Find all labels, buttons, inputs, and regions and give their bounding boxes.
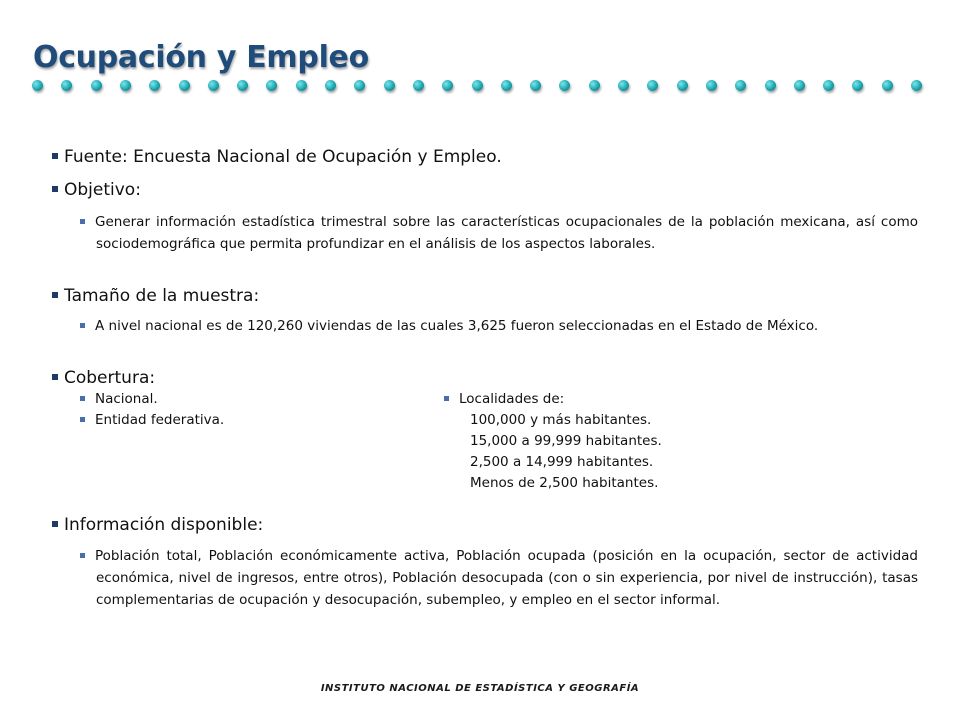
square-bullet-icon xyxy=(52,521,58,527)
list-item: Entidad federativa. xyxy=(80,410,224,431)
divider-dot xyxy=(413,80,424,91)
divider-dot xyxy=(706,80,717,91)
page-title: Ocupación y Empleo xyxy=(33,40,369,75)
divider-dot xyxy=(296,80,307,91)
divider-dot xyxy=(325,80,336,91)
square-bullet-icon xyxy=(52,186,58,192)
divider-dot xyxy=(472,80,483,91)
divider-dot xyxy=(208,80,219,91)
divider-dot xyxy=(647,80,658,91)
divider-dot xyxy=(501,80,512,91)
divider-dot xyxy=(882,80,893,91)
fuente-text: Fuente: Encuesta Nacional de Ocupación y Empleo. xyxy=(64,147,502,167)
divider-dot xyxy=(530,80,541,91)
divider-dot xyxy=(823,80,834,91)
list-item: Nacional. xyxy=(80,389,224,410)
divider-dot xyxy=(765,80,776,91)
divider-dot xyxy=(120,80,131,91)
dotted-divider xyxy=(32,80,932,94)
objetivo-heading-text: Objetivo: xyxy=(64,180,141,200)
divider-dot xyxy=(735,80,746,91)
muestra-item xyxy=(80,315,918,337)
list-item: 15,000 a 99,999 habitantes. xyxy=(470,433,662,449)
square-bullet-icon xyxy=(444,396,449,401)
square-bullet-icon xyxy=(80,219,85,224)
divider-dot xyxy=(384,80,395,91)
info-item xyxy=(80,545,918,611)
footer-institution: INSTITUTO NACIONAL DE ESTADÍSTICA Y GEOGRAFÍA xyxy=(320,683,640,694)
divider-dot xyxy=(442,80,453,91)
objetivo-item xyxy=(80,211,918,255)
square-bullet-icon xyxy=(80,417,85,422)
divider-dot xyxy=(354,80,365,91)
objetivo-text: Generar información estadística trimestral sobre las características ocupacionales de la población mexicana, así como sociodemográfica que permita profundizar en el análisis de los aspectos laborales. xyxy=(95,214,918,252)
muestra-text: A nivel nacional es de 120,260 viviendas de las cuales 3,625 fueron seleccionadas en el Estado de México. xyxy=(95,318,819,334)
divider-dot xyxy=(559,80,570,91)
muestra-heading-text: Tamaño de la muestra: xyxy=(64,286,260,306)
info-text: Población total, Población económicamente activa, Población ocupada (posición en la ocupación, sector de actividad económica, nivel de ingresos, entre otros), Población desocupada (con o sin experiencia, por nivel de instrucción), tasas complementarias de ocupación y desocupación, subempleo, y empleo en el sector informal. xyxy=(95,548,918,608)
localidades-list xyxy=(444,389,662,494)
cobertura-heading-text: Cobertura: xyxy=(64,368,156,388)
square-bullet-icon xyxy=(52,292,58,298)
divider-dot xyxy=(677,80,688,91)
info-heading xyxy=(52,515,263,535)
divider-dot xyxy=(61,80,72,91)
divider-dot xyxy=(179,80,190,91)
divider-dot xyxy=(149,80,160,91)
divider-dot xyxy=(266,80,277,91)
square-bullet-icon xyxy=(80,396,85,401)
square-bullet-icon xyxy=(80,553,85,558)
divider-dot xyxy=(794,80,805,91)
square-bullet-icon xyxy=(80,323,85,328)
divider-dot xyxy=(237,80,248,91)
localidades-heading: Localidades de: xyxy=(444,389,662,410)
square-bullet-icon xyxy=(52,153,58,159)
divider-dot xyxy=(91,80,102,91)
divider-dot xyxy=(911,80,922,91)
info-heading-text: Información disponible: xyxy=(64,515,264,535)
list-item: 100,000 y más habitantes. xyxy=(470,412,652,428)
square-bullet-icon xyxy=(52,374,58,380)
divider-dot xyxy=(32,80,43,91)
divider-dot xyxy=(618,80,629,91)
list-item: 2,500 a 14,999 habitantes. xyxy=(470,454,654,470)
list-item: Menos de 2,500 habitantes. xyxy=(470,475,659,491)
divider-dot xyxy=(589,80,600,91)
cobertura-heading xyxy=(52,368,155,388)
objetivo-heading xyxy=(52,180,141,200)
divider-dot xyxy=(852,80,863,91)
fuente-item xyxy=(52,147,502,167)
cobertura-left-list xyxy=(80,389,224,431)
muestra-heading xyxy=(52,286,259,306)
